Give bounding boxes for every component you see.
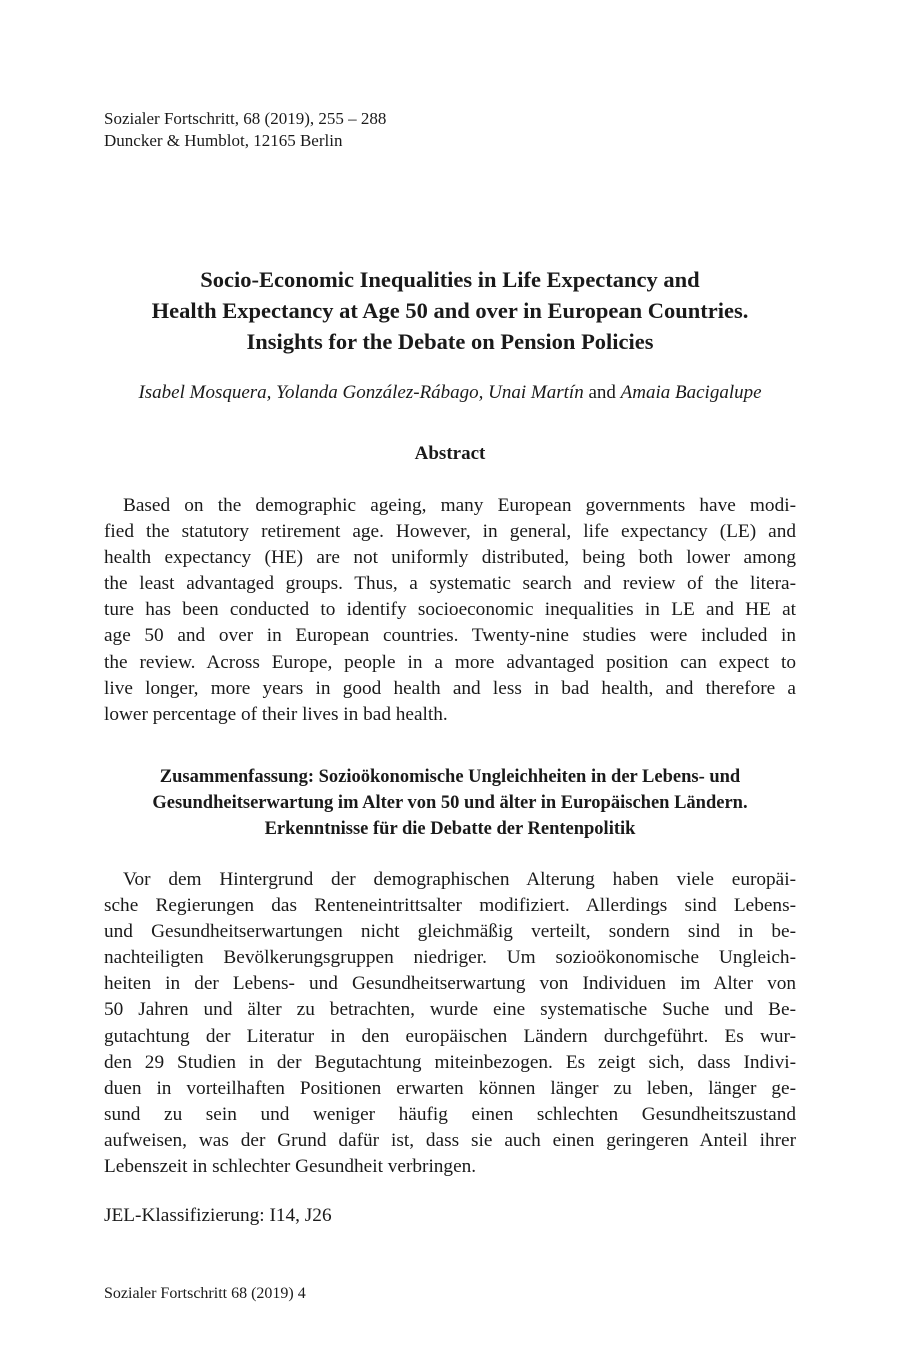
abstract-line: health expectancy (HE) are not uniformly distributed, being both lower among [104,547,796,569]
abstract-line: lower percentage of their lives in bad health. [104,703,448,725]
abstract-heading: Abstract [414,443,486,464]
zusammenfassung-heading [104,764,796,842]
abstract-line: live longer, more years in good health and less in bad health, and therefore a [104,677,796,699]
zus-heading-line-2: Gesundheitserwartung im Alter von 50 und älter in Europäischen Ländern. [152,793,748,813]
jel-classification: JEL-Klassifizierung: I14, J26 [104,1205,332,1226]
abstract-line: Based on the demographic ageing, many European governments have modi- [123,495,796,516]
zus-line: gutachtung der Literatur in den europäischen Ländern durchgeführt. Es wur- [104,1025,796,1047]
title-line-2: Health Expectancy at Age 50 and over in European Countries. [151,298,749,323]
publisher-line: Duncker & Humblot, 12165 Berlin [104,131,343,150]
paper-title [90,264,810,357]
abstract-line: the review. Across Europe, people in a more advantaged position can expect to [104,651,796,673]
page-footer: Sozialer Fortschritt 68 (2019) 4 [104,1285,306,1302]
abstract-body [104,493,796,728]
abstract-line: age 50 and over in European countries. Twenty-nine studies were included in [104,625,796,647]
authors-names-1: Isabel Mosquera, Yolanda González-Rábago, Unai Martín [138,382,584,403]
abstract-line: fied the statutory retirement age. However, in general, life expectancy (LE) and [104,521,796,543]
zus-heading-line-1: Zusammenfassung: Sozioökonomische Ungleichheiten in der Lebens- und [159,767,741,787]
zus-line: duen in vorteilhaften Positionen erwarten können länger zu leben, länger ge- [104,1077,796,1099]
journal-header [104,108,386,152]
zus-heading-line-3: Erkenntnisse für die Debatte der Rentenpolitik [264,819,636,839]
zus-line: sund zu sein und weniger häufig einen schlechten Gesundheitszustand [104,1103,796,1125]
abstract-line: the least advantaged groups. Thus, a systematic search and review of the litera- [104,573,796,595]
zus-line: aufweisen, was der Grund dafür ist, dass sie auch einen geringeren Anteil ihrer [104,1129,796,1151]
zus-line: Vor dem Hintergrund der demographischen Alterung haben viele europäi- [123,869,796,890]
author-list [90,380,810,406]
zus-line: nachteiligten Bevölkerungsgruppen niedriger. Um sozioökonomische Ungleich- [104,947,796,969]
zus-line: und Gesundheitserwartungen nicht gleichmäßig verteilt, sondern sind in be- [104,921,796,943]
zus-line: sche Regierungen das Renteneintrittsalter modifiziert. Allerdings sind Lebens- [104,895,796,917]
journal-citation: Sozialer Fortschritt, 68 (2019), 255 – 288 [104,109,387,128]
zus-line: Lebenszeit in schlechter Gesundheit verbringen. [104,1156,477,1178]
authors-names-2: Amaia Bacigalupe [620,382,762,403]
title-line-3: Insights for the Debate on Pension Policies [246,329,654,354]
zus-line: den 29 Studien in der Begutachtung miteinbezogen. Es zeigt sich, dass Indivi- [104,1051,796,1073]
zus-line: heiten in der Lebens- und Gesundheitserwartung von Individuen im Alter von [104,973,796,995]
abstract-line: ture has been conducted to identify socioeconomic inequalities in LE and HE at [104,599,796,621]
zusammenfassung-body [104,867,796,1180]
authors-connector: and [588,382,616,403]
zus-line: 50 Jahren und älter zu betrachten, wurde eine systematische Suche und Be- [104,999,796,1021]
title-line-1: Socio-Economic Inequalities in Life Expectancy and [200,267,700,292]
